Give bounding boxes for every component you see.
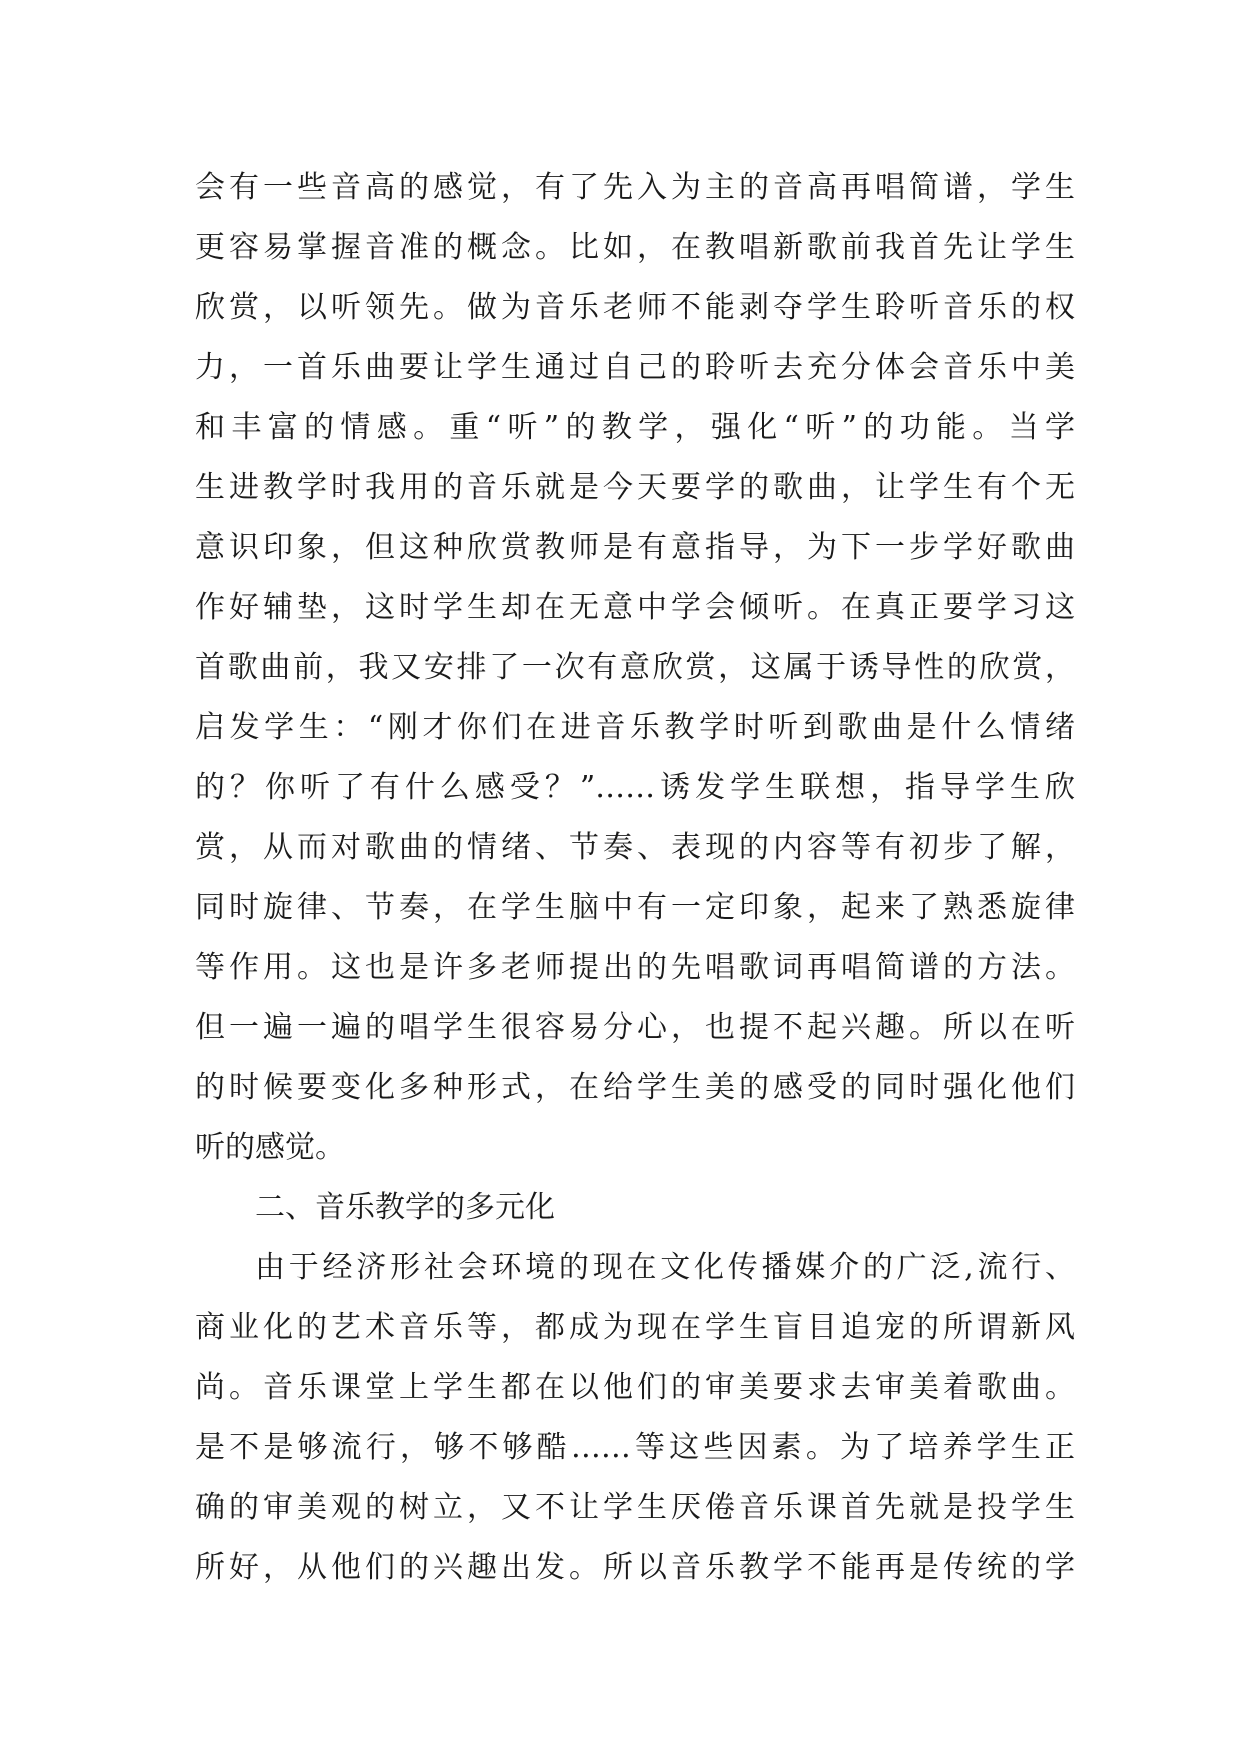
text-line: 生进教学时我用的音乐就是今天要学的歌曲，让学生有个无: [195, 470, 1075, 505]
text-line: 和丰富的情感。重“听”的教学，强化“听”的功能。当学: [195, 410, 1075, 445]
text-line: 的？你听了有什么感受？”……诱发学生联想，指导学生欣: [195, 770, 1075, 805]
text-line: 听的感觉。: [195, 1130, 345, 1165]
paragraph-2: [195, 1238, 1075, 1598]
text-line: 但一遍一遍的唱学生很容易分心，也提不起兴趣。所以在听: [195, 1010, 1075, 1045]
text-line: 尚。音乐课堂上学生都在以他们的审美要求去审美着歌曲。: [195, 1370, 1075, 1405]
text-line: 赏，从而对歌曲的情绪、节奏、表现的内容等有初步了解，: [195, 830, 1075, 865]
text-line: 首歌曲前，我又安排了一次有意欣赏，这属于诱导性的欣赏，: [195, 650, 1075, 685]
text-line: 更容易掌握音准的概念。比如，在教唱新歌前我首先让学生: [195, 230, 1075, 265]
text-line: 意识印象，但这种欣赏教师是有意指导，为下一步学好歌曲: [195, 530, 1075, 565]
text-line: 力，一首乐曲要让学生通过自己的聆听去充分体会音乐中美: [195, 350, 1075, 385]
text-line: 确的审美观的树立，又不让学生厌倦音乐课首先就是投学生: [195, 1490, 1075, 1525]
text-line: 的时候要变化多种形式，在给学生美的感受的同时强化他们: [195, 1070, 1075, 1105]
document-body: [195, 158, 1075, 1598]
text-line: 同时旋律、节奏，在学生脑中有一定印象，起来了熟悉旋律: [195, 890, 1075, 925]
text-line: 启发学生：“刚才你们在进音乐教学时听到歌曲是什么情绪: [195, 710, 1075, 745]
text-line: 商业化的艺术音乐等，都成为现在学生盲目追宠的所谓新风: [195, 1310, 1075, 1345]
text-line: 由于经济形社会环境的现在文化传播媒介的广泛,流行、: [255, 1250, 1075, 1285]
paragraph-1: [195, 158, 1075, 1178]
text-line: 欣赏，以听领先。做为音乐老师不能剥夺学生聆听音乐的权: [195, 290, 1075, 325]
text-line: 会有一些音高的感觉，有了先入为主的音高再唱简谱，学生: [195, 170, 1075, 205]
text-line: 所好，从他们的兴趣出发。所以音乐教学不能再是传统的学: [195, 1550, 1075, 1585]
text-line: 等作用。这也是许多老师提出的先唱歌词再唱简谱的方法。: [195, 950, 1075, 985]
section-heading: 二、音乐教学的多元化: [255, 1190, 555, 1225]
text-line: 是不是够流行，够不够酷……等这些因素。为了培养学生正: [195, 1430, 1075, 1465]
text-line: 作好辅垫，这时学生却在无意中学会倾听。在真正要学习这: [195, 590, 1075, 625]
